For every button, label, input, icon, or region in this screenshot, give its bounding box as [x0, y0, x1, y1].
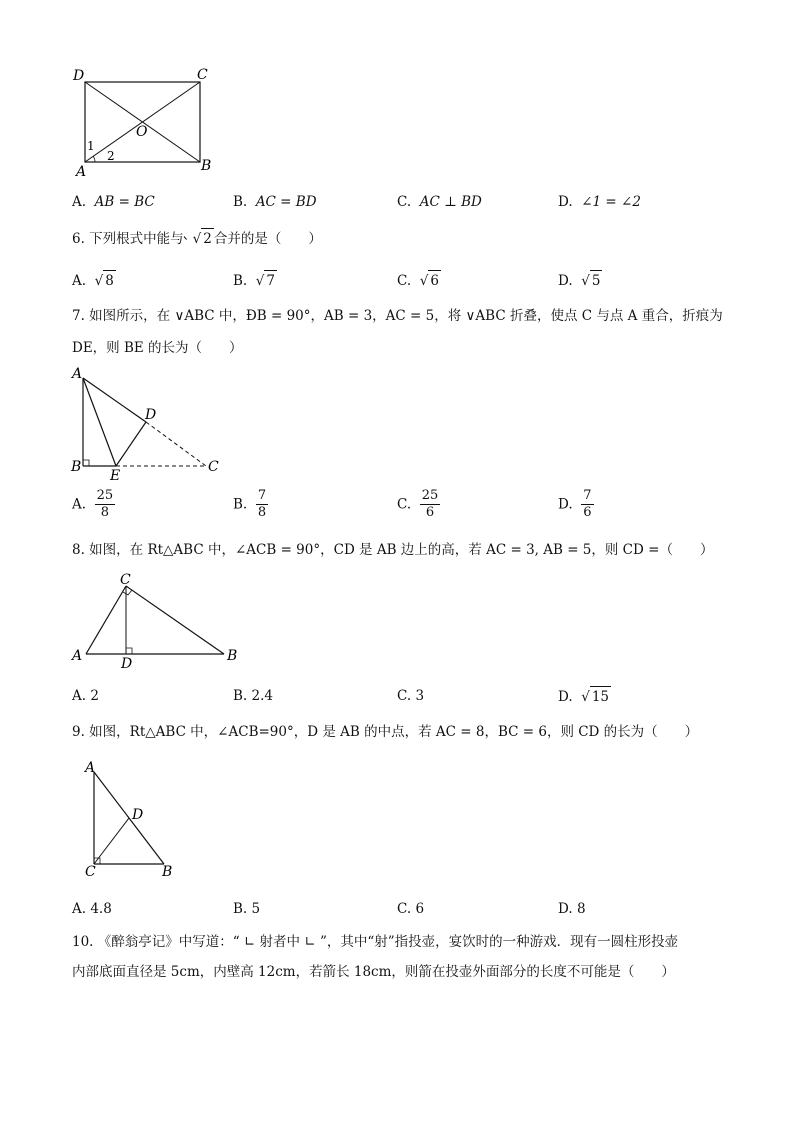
q8-option-c[interactable]: C. 3	[397, 688, 425, 704]
label-c: C	[208, 459, 219, 475]
q5-option-a[interactable]: A. AB = BC	[72, 194, 155, 210]
q7-option-c[interactable]: C. $\frac{25}{6}$	[397, 488, 439, 520]
q7-stem-line2: DE，则 BE 的长为（ ）	[72, 340, 243, 356]
q6-option-a[interactable]: A. √ 8	[72, 270, 116, 291]
q7-option-d[interactable]: D. $\frac{7}{6}$	[558, 488, 592, 520]
right-triangle-altitude-figure	[66, 570, 246, 670]
side-ac	[86, 586, 126, 654]
label-c: C	[197, 67, 208, 83]
right-angle-mark	[83, 460, 89, 466]
q8-option-a[interactable]: A. 2	[72, 688, 99, 704]
label-e: E	[110, 468, 121, 484]
q10-stem-line1: 10. 《醉翁亭记》中写道：“ ∟ 射者中 ∟ ”，其中“射”指投壶，宴饮时的一种游戏．现有一圆柱形投壶	[72, 934, 679, 950]
q10-stem-line2: 内部底面直径是 5cm，内壁高 12cm，若箭长 18cm，则箭在投壶外面部分的长度不可能是（ ）	[72, 964, 675, 980]
label-d: D	[145, 407, 157, 423]
q7-stem-line1: 7. 如图所示，在 ∨ABC 中，ÐB = 90°，AB = 3，AC = 5，将 ∨ABC 折叠，使点 C 与点 A 重合，折痕为	[72, 308, 723, 324]
rectangle-figure	[70, 66, 220, 178]
q6-option-d[interactable]: D. √ 5	[558, 270, 602, 291]
right-angle-mark-c	[123, 590, 132, 595]
q9-stem: 9. 如图，Rt△ABC 中，∠ACB=90°，D 是 AB 的中点，若 AC = 8，BC = 6，则 CD 的长为（ ）	[72, 724, 699, 740]
q8-option-b[interactable]: B. 2.4	[233, 688, 273, 704]
fraction: $\frac{7}{6}$	[583, 488, 592, 520]
fraction: $\frac{7}{8}$	[257, 488, 267, 520]
label-angle-2: 2	[107, 149, 115, 163]
right-angle-mark-d	[126, 648, 132, 654]
label-angle-1: 1	[87, 139, 95, 153]
q6-option-c[interactable]: C. √ 6	[397, 270, 441, 291]
label-a: A	[76, 164, 87, 180]
label-b: B	[162, 864, 173, 880]
q9-option-a[interactable]: A. 4.8	[72, 901, 112, 917]
q8-option-d[interactable]: D. √ 15	[558, 686, 611, 707]
angle-arc-1	[93, 156, 95, 162]
label-a: A	[72, 366, 83, 382]
label-b: B	[201, 158, 212, 174]
right-triangle-median-figure	[76, 756, 196, 882]
label-a: A	[72, 648, 83, 664]
triangle-fold-figure	[66, 364, 226, 482]
q6-option-b[interactable]: B. √ 7	[233, 270, 277, 291]
side-dc-dashed	[146, 422, 206, 466]
q5-option-c[interactable]: C. AC ⊥ BD	[397, 194, 482, 210]
q5-option-b[interactable]: B. AC = BD	[233, 194, 317, 210]
q8-stem: 8. 如图，在 Rt△ABC 中，∠ACB = 90°，CD 是 AB 边上的高，若 AC = 3, AB = 5，则 CD =（ ）	[72, 542, 714, 558]
q5-option-d[interactable]: D. ∠1 = ∠2	[558, 194, 641, 210]
label-c: C	[85, 864, 96, 880]
sqrt-symbol: √ 2	[184, 228, 214, 249]
label-a: A	[85, 760, 96, 776]
q9-option-c[interactable]: C. 6	[397, 901, 425, 917]
q6-stem: 6. 下列根式中能与 √ 2 合并的是（ ）	[72, 228, 322, 249]
q7-option-a[interactable]: A. $\frac{25}{8}$	[72, 488, 114, 520]
side-ad	[83, 378, 146, 422]
fraction: $\frac{25}{6}$	[421, 488, 439, 520]
side-cb	[126, 586, 224, 654]
label-b: B	[227, 648, 238, 664]
fold-de	[116, 422, 146, 466]
label-c: C	[120, 572, 131, 588]
label-b: B	[71, 459, 82, 475]
q9-option-d[interactable]: D. 8	[558, 901, 586, 917]
label-d: D	[121, 656, 133, 672]
label-o: O	[136, 124, 148, 140]
segment-ae	[83, 378, 116, 466]
median-cd	[94, 818, 129, 864]
fraction: $\frac{25}{8}$	[96, 488, 114, 520]
label-d: D	[132, 807, 144, 823]
label-d: D	[73, 68, 85, 84]
q7-option-b[interactable]: B. $\frac{7}{8}$	[233, 488, 267, 520]
q9-option-b[interactable]: B. 5	[233, 901, 261, 917]
